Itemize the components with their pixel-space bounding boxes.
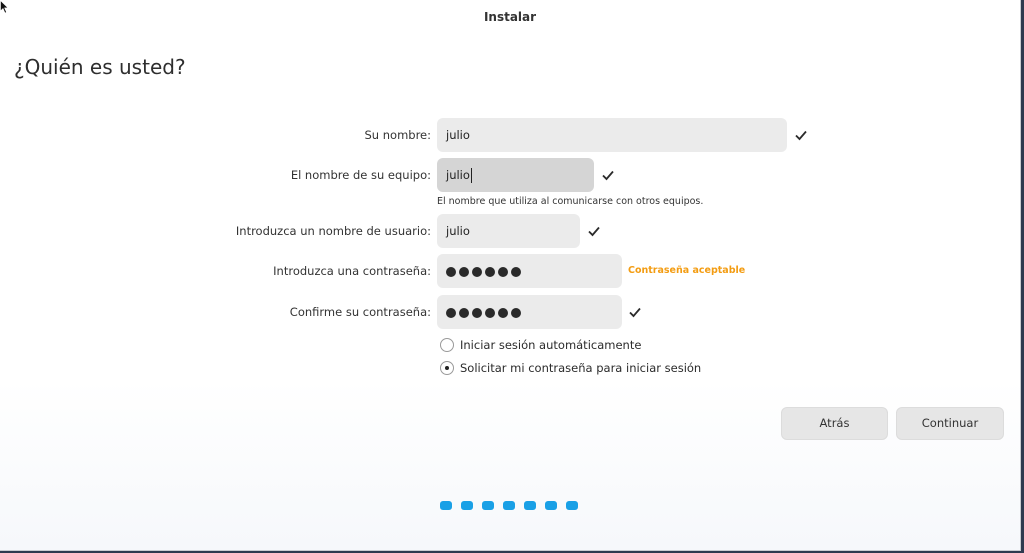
confirm-label-container	[10, 295, 431, 329]
password-dot	[511, 308, 521, 318]
progress-step	[440, 501, 452, 510]
password-dot	[446, 267, 456, 277]
password-dot	[485, 267, 495, 277]
computer-name-hint: El nombre que utiliza al comunicarse con otros equipos.	[437, 196, 704, 207]
password-dot	[498, 267, 508, 277]
password-label: Introduzca una contraseña:	[273, 264, 431, 278]
password-dot	[472, 308, 482, 318]
name-field-value: julio	[446, 128, 470, 142]
progress-step	[566, 501, 578, 510]
password-label-container	[10, 254, 431, 288]
password-dot	[459, 308, 469, 318]
name-label-container	[10, 118, 431, 152]
confirm-password-label: Confirme su contraseña:	[289, 305, 431, 319]
password-dot	[472, 267, 482, 277]
computer-name-label: El nombre de su equipo:	[290, 168, 431, 182]
name-label: Su nombre:	[364, 128, 431, 142]
check-icon	[628, 305, 642, 319]
password-strength: Contraseña aceptable	[628, 265, 746, 276]
username-field[interactable]	[437, 214, 580, 248]
progress-step	[503, 501, 515, 510]
name-field[interactable]	[437, 118, 787, 152]
check-icon	[601, 168, 615, 182]
username-value: julio	[446, 224, 470, 238]
auto-login-radio[interactable]	[440, 338, 454, 352]
computer-name-field[interactable]	[437, 158, 594, 192]
password-dot	[498, 308, 508, 318]
mouse-pointer-icon	[0, 0, 10, 14]
continue-button[interactable]: Continuar	[896, 407, 1004, 440]
password-dot	[459, 267, 469, 277]
password-field[interactable]	[437, 254, 622, 288]
check-icon	[587, 224, 601, 238]
background-gradient	[0, 380, 1020, 550]
require-password-option[interactable]	[440, 359, 701, 377]
text-cursor	[471, 168, 472, 183]
password-mask	[446, 267, 521, 277]
page-title: ¿Quién es usted?	[14, 55, 186, 79]
require-password-label: Solicitar mi contraseña para iniciar sesión	[460, 361, 702, 375]
progress-step	[461, 501, 473, 510]
progress-step	[524, 501, 536, 510]
auto-login-label: Iniciar sesión automáticamente	[460, 338, 642, 352]
password-dot	[446, 308, 456, 318]
password-dot	[511, 267, 521, 277]
username-label: Introduzca un nombre de usuario:	[235, 224, 431, 238]
confirm-password-mask	[446, 308, 521, 318]
progress-indicator	[440, 501, 578, 510]
auto-login-option[interactable]	[440, 336, 641, 354]
window-title: Instalar	[483, 10, 537, 24]
confirm-password-field[interactable]	[437, 295, 622, 329]
back-button[interactable]: Atrás	[781, 407, 888, 440]
username-label-container	[10, 214, 431, 248]
progress-step	[545, 501, 557, 510]
computer-name-value: julio	[446, 168, 470, 182]
require-password-radio[interactable]	[440, 361, 454, 375]
password-dot	[485, 308, 495, 318]
computer-label-container	[10, 158, 431, 192]
progress-step	[482, 501, 494, 510]
check-icon	[794, 128, 808, 142]
